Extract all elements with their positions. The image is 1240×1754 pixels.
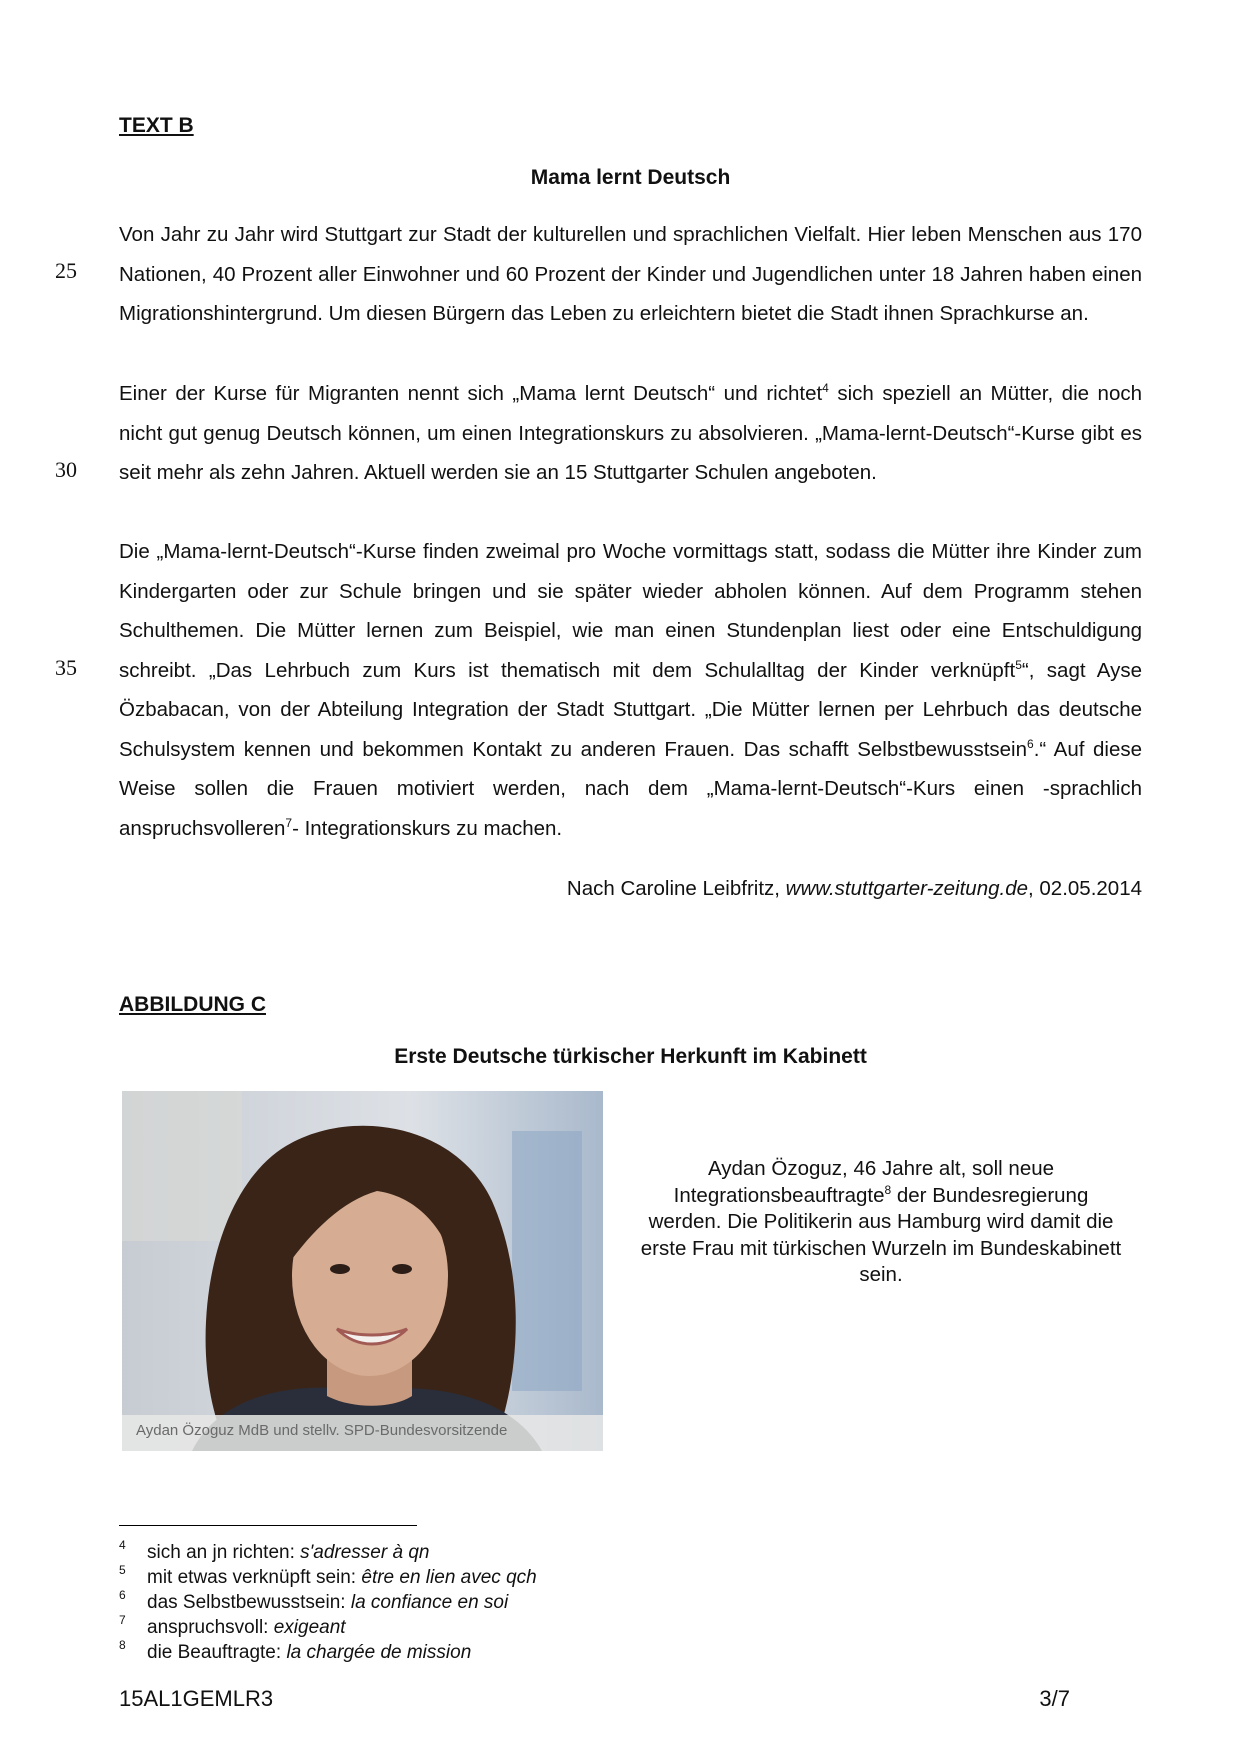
paragraph-3-text-b: “, sagt Ayse Özbabacan, von der Abteilung Integration der Stadt Stuttgart. „Die Mütter lernen per Lehrbuch das deutsche Schulsystem kennen und bekommen Kontakt zu anderen Frauen. Das schafft Selbstbewusstsein: [119, 658, 1143, 761]
footnote-term: sich an jn richten:: [147, 1542, 301, 1563]
paragraph-3-text-a: Die „Mama-lernt-Deutsch“-Kurse finden zweimal pro Woche vormittags statt, sodass die Mütter ihre Kinder zum Kindergarten oder zur Schule bringen und sie später wieder abholen können. Auf dem Programm stehen Schulthemen. Die Mütter lernen zum Beispiel, wie man einen Stundenplan liest oder eine Entschuldigung schreibt. „Das Lehrbuch zum Kurs ist thematisch mit dem Schulalltag der Kinder verknüpft: [119, 540, 1142, 682]
abbildung-c-description: [636, 1156, 1126, 1289]
section-label-text-b: TEXT B: [119, 114, 194, 137]
text-b-title: Mama lernt Deutsch: [530, 166, 731, 189]
footnote-translation: exigeant: [273, 1617, 346, 1638]
footnote-term: das Selbstbewusstsein:: [147, 1592, 351, 1613]
paragraph-2-text-a: Einer der Kurse für Migranten nennt sich „Mama lernt Deutsch“ und richtet: [119, 382, 823, 405]
footnote-ref-7: 7: [285, 815, 293, 830]
footnote-number: 5: [119, 1563, 126, 1577]
source-suffix: , 02.05.2014: [1028, 877, 1142, 900]
section-label-abbildung-c: ABBILDUNG C: [119, 993, 266, 1016]
footnote-term: die Beauftragte:: [147, 1642, 287, 1663]
portrait-photo: [122, 1091, 603, 1451]
footnote-number: 7: [119, 1613, 126, 1627]
line-number: 25: [55, 258, 77, 283]
source-citation: [567, 877, 1142, 901]
footnote-ref-6: 6: [1027, 736, 1034, 751]
abbildung-c-title: Erste Deutsche türkischer Herkunft im Kabinett: [394, 1045, 867, 1068]
photo-caption: Aydan Özoguz MdB und stellv. SPD-Bundesvorsitzende: [136, 1422, 508, 1439]
portrait-illustration: [122, 1091, 603, 1451]
paragraph-1: Von Jahr zu Jahr wird Stuttgart zur Stadt der kulturellen und sprachlichen Vielfalt. Hier leben Menschen aus 170 Nationen, 40 Prozent aller Einwohner und 60 Prozent der Kinder und Jugendlichen unter 18 Jahren haben einen Migrationshintergrund. Um diesen Bürgern das Leben zu erleichtern bietet die Stadt ihnen Sprachkurse an.: [119, 223, 1142, 325]
footnote-translation: la confiance en soi: [350, 1592, 509, 1613]
page-number: 3/7: [1039, 1686, 1070, 1711]
paragraph-3: [119, 532, 1142, 848]
footnote-ref-4: 4: [822, 381, 829, 396]
footnote-translation: la chargée de mission: [286, 1642, 472, 1663]
footnote-separator: [119, 1525, 417, 1526]
footnote-number: 8: [119, 1638, 126, 1652]
line-number: 35: [55, 655, 77, 680]
source-prefix: Nach Caroline Leibfritz,: [566, 877, 786, 900]
footnote-translation: être en lien avec qch: [361, 1567, 537, 1588]
paragraph-2: [119, 374, 1142, 493]
footnote-translation: s'adresser à qn: [300, 1542, 430, 1563]
document-code: 15AL1GEMLR3: [119, 1686, 274, 1711]
footnote-ref-5: 5: [1015, 657, 1022, 672]
footnote-term: mit etwas verknüpft sein:: [147, 1567, 362, 1588]
description-text-a: Aydan Özoguz, 46 Jahre alt, soll neue Integrationsbeauftragte: [673, 1157, 1055, 1207]
source-site: www.stuttgarter-zeitung.de: [785, 877, 1028, 900]
description-text-b: der Bundesregierung werden. Die Politikerin aus Hamburg wird damit die erste Frau mit türkischen Wurzeln im Bundeskabinett sein.: [640, 1183, 1122, 1286]
paragraph-3-text-d: - Integrationskurs zu machen.: [292, 816, 563, 840]
paragraph-3-text-c: .“ Auf diese Weise sollen die Frauen motiviert werden, nach dem „Mama-lernt-Deutsch“-Kurs einen -sprachlich anspruchsvolleren: [119, 737, 1142, 840]
footnote-term: anspruchsvoll:: [147, 1617, 274, 1638]
paragraph-2-text-b: sich speziell an Mütter, die noch nicht gut genug Deutsch können, um einen Integrationskurs zu absolvieren. „Mama-lernt-Deutsch“-Kurse gibt es seit mehr als zehn Jahren. Aktuell werden sie an 15 Stuttgarter Schulen angeboten.: [119, 382, 1142, 484]
line-number: 30: [55, 457, 77, 482]
footnote-number: 6: [119, 1588, 126, 1602]
footnote-ref-8: 8: [884, 1182, 892, 1197]
footnote-number: 4: [119, 1538, 126, 1552]
